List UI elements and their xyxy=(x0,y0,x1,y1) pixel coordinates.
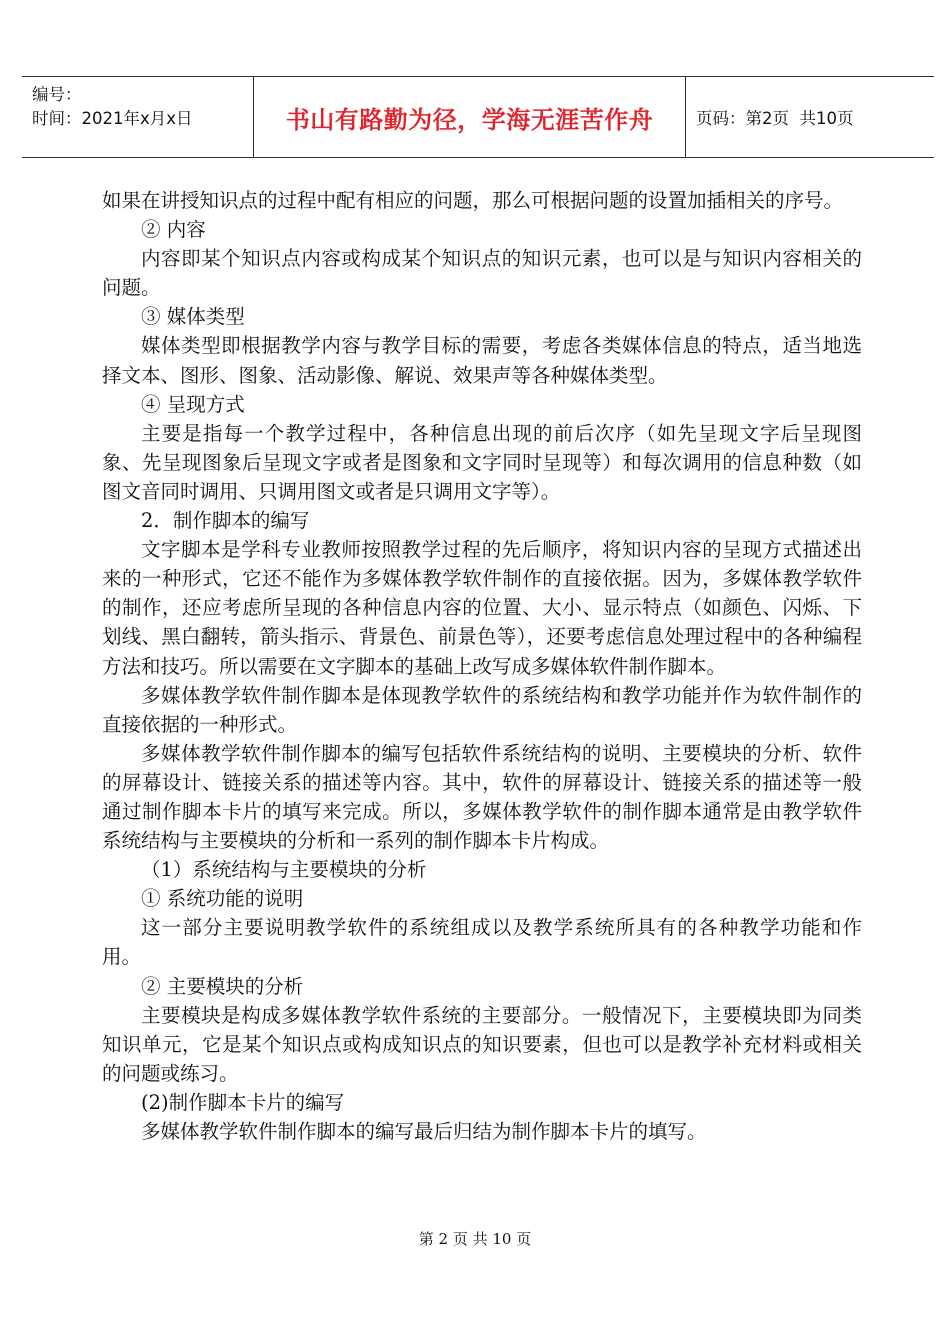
section-heading: ① 系统功能的说明 xyxy=(141,887,304,911)
section-heading: (2)制作脚本卡片的编写 xyxy=(141,1090,345,1114)
paragraph: 多媒体教学软件制作脚本的编写最后归结为制作脚本卡片的填写。 xyxy=(141,1120,707,1143)
header-meta xyxy=(22,77,254,157)
page-header xyxy=(22,76,934,158)
paragraph: 文字脚本是学科专业教师按照教学过程的先后顺序，将知识内容的呈现方式描述出来的一种形式，它还不能作为多媒体教学软件制作的直接依据。因为，多媒体教学软件的制作，还应考虑所呈现的各种信息内容的位置、大小、显示特点（如颜色、闪烁、下划线、黑白翻转，箭头指示、背景色、前景色等），还要考虑信息处理过程中的各种编程方法和技巧。所以需要在文字脚本的基础上改写成多媒体软件制作脚本。 xyxy=(102,538,862,678)
paragraph: 如果在讲授知识点的过程中配有相应的问题，那么可根据问题的设置加插相关的序号。 xyxy=(102,189,844,212)
header-page-info xyxy=(686,77,934,157)
section-heading: （1）系统结构与主要模块的分析 xyxy=(141,858,427,882)
paragraph: 这一部分主要说明教学软件的系统组成以及教学系统所具有的各种教学功能和作用。 xyxy=(102,916,862,969)
footer-page-number: 第 2 页 共 10 页 xyxy=(418,1230,532,1248)
paragraph: 主要是指每一个教学过程中，各种信息出现的前后次序（如先呈现文字后呈现图象、先呈现图象后呈现文字或者是图象和文字同时呈现等）和每次调用的信息种数（如图文音同时调用、只调用图文或者是只调用文字等）。 xyxy=(102,421,862,503)
document-number-label: 编号： xyxy=(32,85,82,104)
header-page-label: 页码：第2页 共10页 xyxy=(696,109,854,128)
paragraph: 内容即某个知识点内容或构成某个知识点的知识元素，也可以是与知识内容相关的问题。 xyxy=(102,247,862,300)
section-heading: ④ 呈现方式 xyxy=(141,392,245,416)
section-heading: ③ 媒体类型 xyxy=(141,305,245,329)
paragraph: 主要模块是构成多媒体教学软件系统的主要部分。一般情况下，主要模块即为同类知识单元，它是某个知识点或构成知识点的知识要素，但也可以是教学补充材料或相关的问题或练习。 xyxy=(102,1003,862,1085)
document-body xyxy=(102,186,862,1146)
page-footer xyxy=(0,1228,950,1249)
section-heading: ② 内容 xyxy=(141,218,206,242)
paragraph: 多媒体教学软件制作脚本是体现教学软件的系统结构和教学功能并作为软件制作的直接依据的一种形式。 xyxy=(102,683,862,736)
paragraph: 多媒体教学软件制作脚本的编写包括软件系统结构的说明、主要模块的分析、软件的屏幕设计、链接关系的描述等内容。其中，软件的屏幕设计、链接关系的描述等一般通过制作脚本卡片的填写来完成。所以，多媒体教学软件的制作脚本通常是由教学软件系统结构与主要模块的分析和一系列的制作脚本卡片构成。 xyxy=(102,741,862,853)
paragraph: 媒体类型即根据教学内容与教学目标的需要，考虑各类媒体信息的特点，适当地选择文本、图形、图象、活动影像、解说、效果声等各种媒体类型。 xyxy=(102,334,862,387)
section-heading: 2．制作脚本的编写 xyxy=(141,509,310,533)
document-time-label: 时间：2021年x月x日 xyxy=(32,109,193,128)
section-heading: ② 主要模块的分析 xyxy=(141,974,304,998)
header-motto: 书山有路勤为径，学海无涯苦作舟 xyxy=(254,77,686,157)
